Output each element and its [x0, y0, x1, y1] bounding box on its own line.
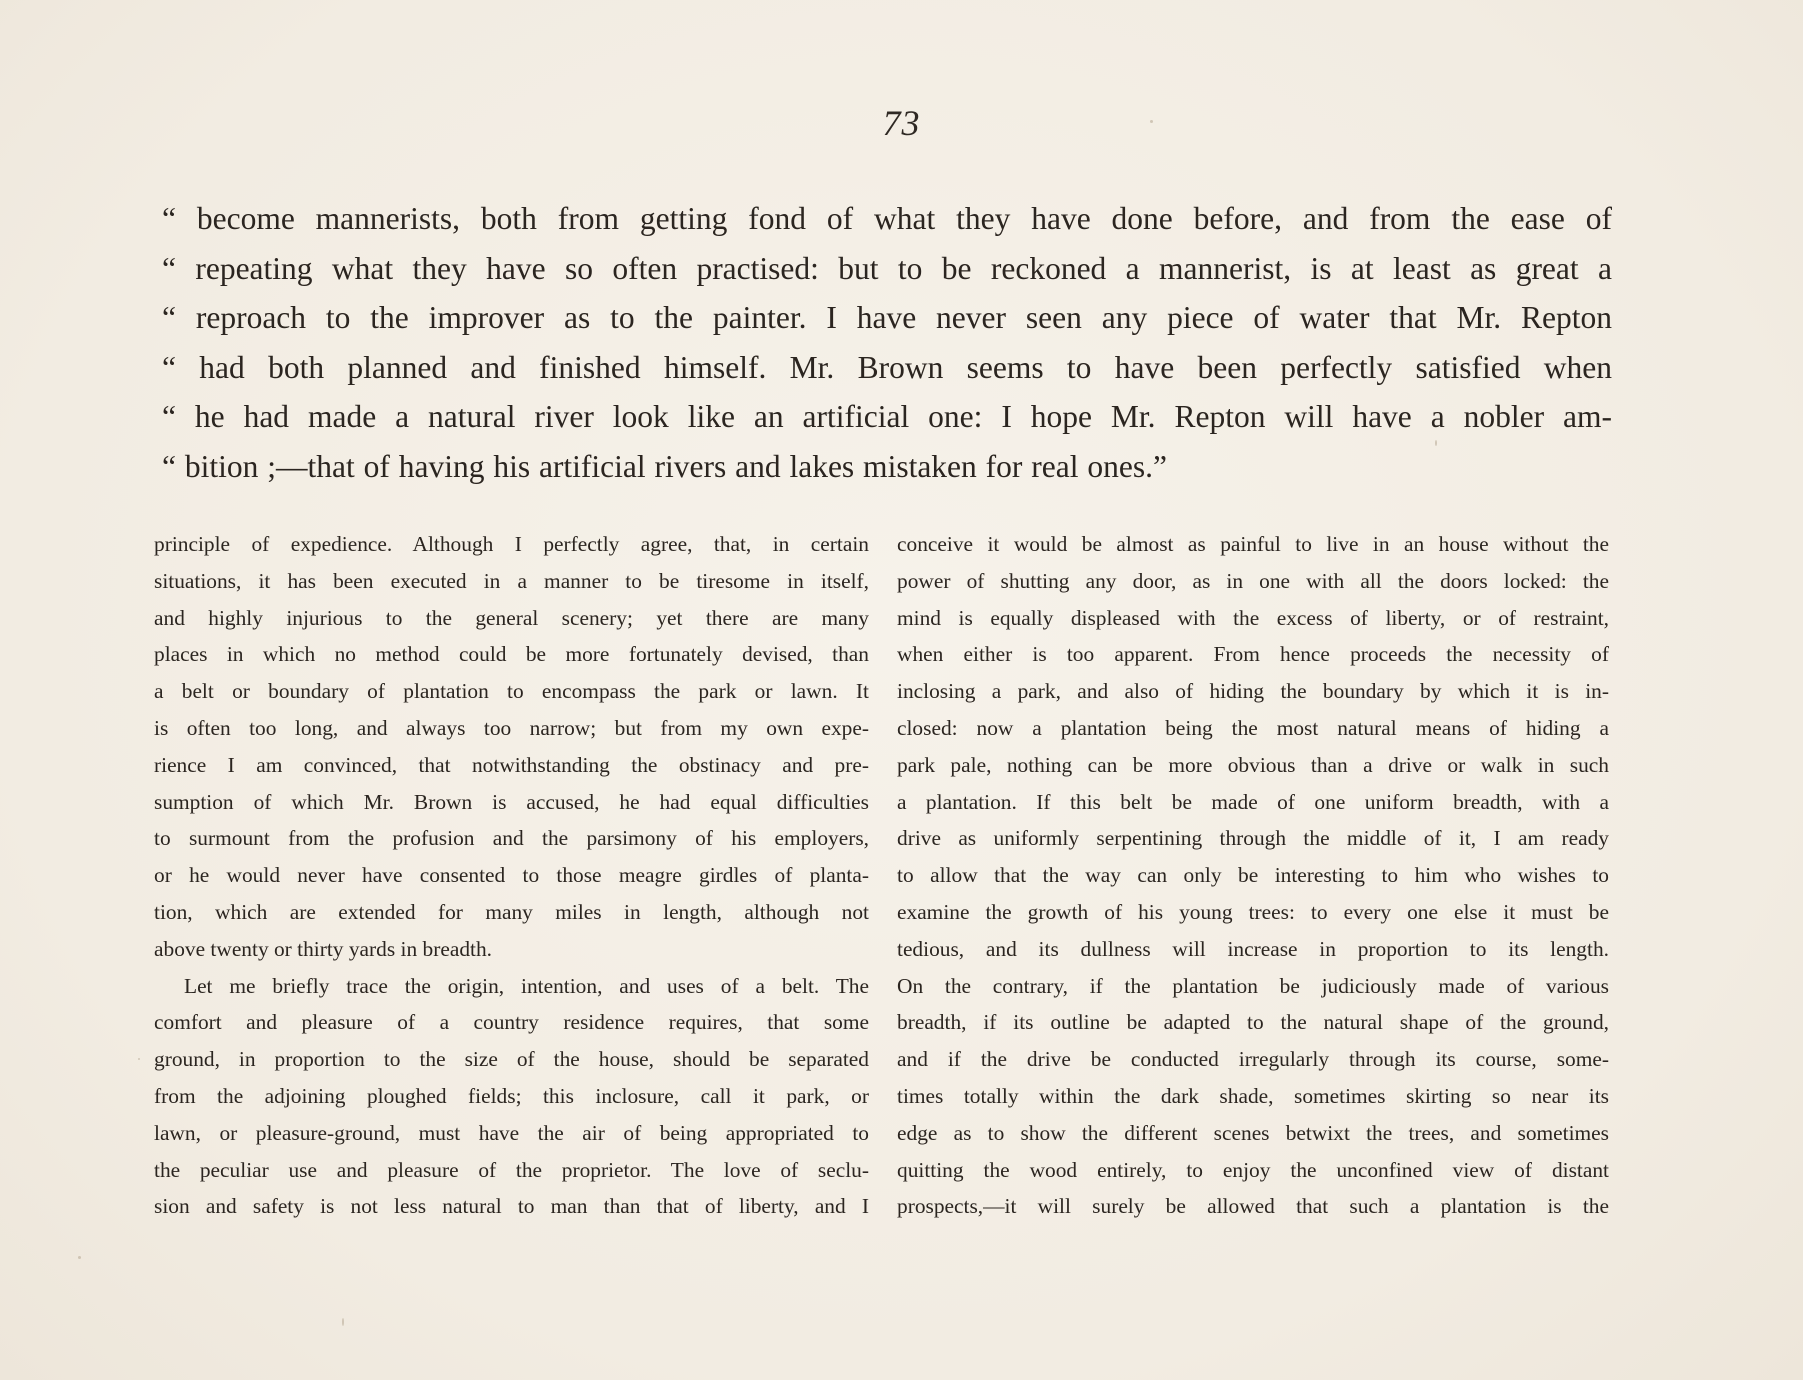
text-line: closed: now a plantation being the most natural means of hiding a: [897, 715, 1609, 740]
text-line: comfort and pleasure of a country residence requires, that some: [154, 1010, 869, 1035]
text-line: times totally within the dark shade, sometimes skirting so near its: [897, 1083, 1609, 1108]
paper-speck: [138, 1058, 140, 1060]
quote-line: “ repeating what they have so often practised: but to be reckoned a mannerist, is at least as great a: [162, 250, 1612, 286]
text-line: ground, in proportion to the size of the house, should be separated: [154, 1047, 869, 1072]
right-column: [897, 526, 1609, 1225]
text-line: mind is equally displeased with the excess of liberty, or of restraint,: [897, 605, 1609, 630]
text-line: principle of expedience. Although I perfectly agree, that, in certain: [154, 532, 869, 556]
text-line: prospects,—it will surely be allowed that such a plantation is the: [897, 1194, 1609, 1219]
text-line: to surmount from the profusion and the parsimony of his employers,: [154, 826, 869, 851]
text-line: On the contrary, if the plantation be judiciously made of various: [897, 973, 1609, 998]
text-line: situations, it has been executed in a manner to be tiresome in itself,: [154, 568, 869, 593]
left-column: [154, 526, 869, 1225]
quotation-block: [162, 194, 1612, 491]
text-line: is often too long, and always too narrow; but from my own expe-: [154, 715, 869, 740]
quote-line: “ become mannerists, both from getting fond of what they have done before, and from the ease of: [162, 201, 1612, 236]
text-line: sumption of which Mr. Brown is accused, he had equal difficulties: [154, 789, 869, 814]
text-line: a plantation. If this belt be made of one uniform breadth, with a: [897, 789, 1609, 814]
text-line: and highly injurious to the general scenery; yet there are many: [154, 605, 869, 630]
text-line: inclosing a park, and also of hiding the boundary by which it is in-: [897, 679, 1609, 704]
quote-line: “ reproach to the improver as to the painter. I have never seen any piece of water that Mr. Repton: [162, 300, 1612, 335]
text-line: sion and safety is not less natural to man than that of liberty, and I: [154, 1194, 869, 1219]
quote-line: “ bition ;—that of having his artificial rivers and lakes mistaken for real ones.”: [162, 448, 1167, 484]
paper-speck: [1150, 120, 1153, 123]
page-number: 73: [882, 103, 921, 143]
paper-speck: [78, 1256, 81, 1259]
text-line: rience I am convinced, that notwithstanding the obstinacy and pre-: [154, 752, 869, 777]
text-line: the peculiar use and pleasure of the proprietor. The love of seclu-: [154, 1157, 869, 1182]
text-line: lawn, or pleasure-ground, must have the air of being appropriated to: [154, 1120, 869, 1145]
text-line: and if the drive be conducted irregularly through its course, some-: [897, 1047, 1609, 1072]
text-line: conceive it would be almost as painful to live in an house without the: [897, 532, 1609, 556]
text-line: or he would never have consented to those meagre girdles of planta-: [154, 863, 869, 888]
text-line: breadth, if its outline be adapted to the natural shape of the ground,: [897, 1010, 1609, 1035]
quote-line: “ he had made a natural river look like an artificial one: I hope Mr. Repton will have a nobler am-: [162, 399, 1612, 434]
text-line: to allow that the way can only be interesting to him who wishes to: [897, 863, 1609, 888]
text-line: above twenty or thirty yards in breadth.: [154, 936, 492, 961]
text-line: edge as to show the different scenes betwixt the trees, and sometimes: [897, 1120, 1609, 1145]
text-line: tion, which are extended for many miles in length, although not: [154, 899, 869, 924]
text-line: drive as uniformly serpentining through the middle of it, I am ready: [897, 826, 1609, 851]
paper-speck: [342, 1318, 344, 1326]
text-line: park pale, nothing can be more obvious than a drive or walk in such: [897, 752, 1609, 777]
text-line: when either is too apparent. From hence proceeds the necessity of: [897, 642, 1609, 667]
text-line: places in which no method could be more fortunately devised, than: [154, 642, 869, 667]
paragraph-start: Let me briefly trace the origin, intention, and uses of a belt. The: [184, 973, 869, 998]
text-line: examine the growth of his young trees: to every one else it must be: [897, 899, 1609, 924]
text-line: tedious, and its dullness will increase in proportion to its length.: [897, 936, 1609, 961]
text-line: a belt or boundary of plantation to encompass the park or lawn. It: [154, 679, 869, 704]
text-line: power of shutting any door, as in one with all the doors locked: the: [897, 568, 1609, 593]
quote-line: “ had both planned and finished himself. Mr. Brown seems to have been perfectly satisfied when: [162, 349, 1612, 385]
text-line: from the adjoining ploughed fields; this inclosure, call it park, or: [154, 1083, 869, 1108]
text-line: quitting the wood entirely, to enjoy the unconfined view of distant: [897, 1157, 1609, 1182]
paper-speck: [1435, 440, 1437, 446]
